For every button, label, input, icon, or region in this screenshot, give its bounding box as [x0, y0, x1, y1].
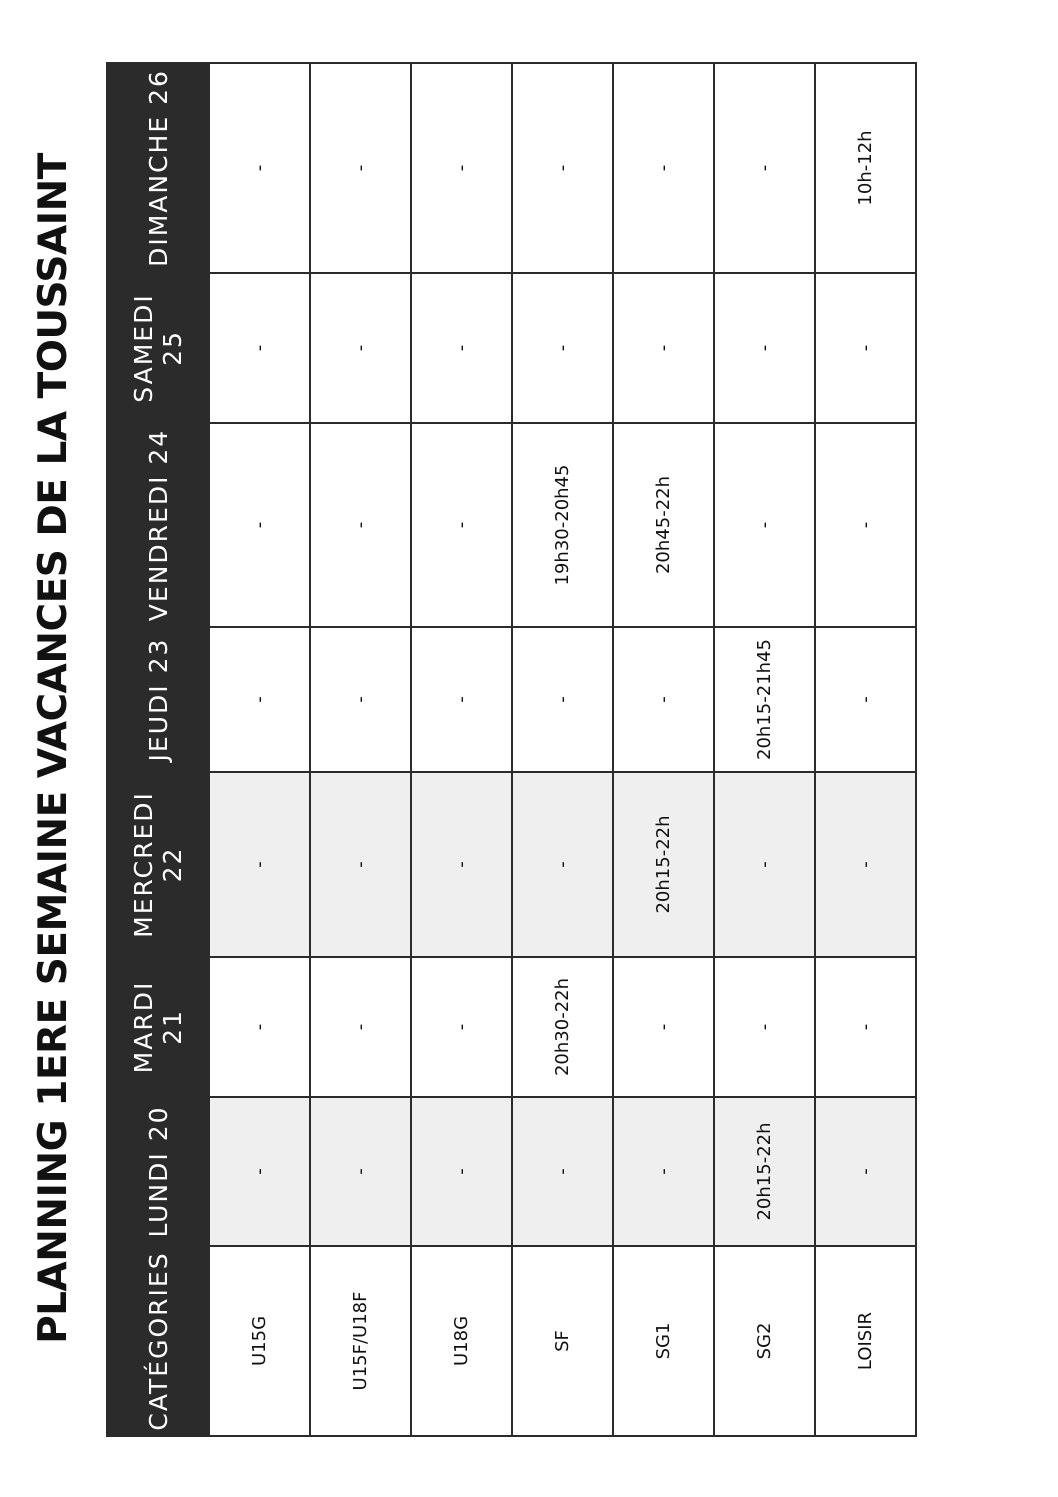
schedule-cell: -: [411, 627, 512, 772]
schedule-cell: -: [209, 273, 310, 423]
schedule-cell: -: [815, 1097, 916, 1246]
schedule-cell: -: [714, 273, 815, 423]
schedule-cell: -: [411, 1097, 512, 1246]
table-row: [613, 63, 714, 1436]
schedule-cell: -: [310, 1097, 411, 1246]
category-cell: U15F/U18F: [310, 1246, 411, 1436]
column-header-day: JEUDI 23: [107, 627, 209, 772]
schedule-cell: -: [411, 273, 512, 423]
schedule-cell: -: [411, 63, 512, 273]
category-cell: U18G: [411, 1246, 512, 1436]
schedule-cell: -: [209, 627, 310, 772]
schedule-cell: -: [310, 627, 411, 772]
schedule-cell: -: [512, 627, 613, 772]
schedule-cell: 20h15-22h: [714, 1097, 815, 1246]
schedule-cell: 20h15-21h45: [714, 627, 815, 772]
schedule-cell: 19h30-20h45: [512, 423, 613, 627]
schedule-cell: -: [310, 957, 411, 1097]
category-cell: SF: [512, 1246, 613, 1436]
schedule-cell: -: [209, 1097, 310, 1246]
schedule-cell: -: [411, 957, 512, 1097]
category-cell: SG1: [613, 1246, 714, 1436]
schedule-cell: -: [411, 423, 512, 627]
schedule-cell: -: [613, 957, 714, 1097]
header-row: [107, 63, 209, 1436]
table-row: [411, 63, 512, 1436]
schedule-cell: -: [714, 957, 815, 1097]
schedule-cell: -: [613, 63, 714, 273]
schedule-cell: -: [512, 63, 613, 273]
schedule-cell: -: [714, 772, 815, 957]
schedule-cell: -: [714, 63, 815, 273]
schedule-cell: -: [209, 423, 310, 627]
schedule-cell: -: [310, 772, 411, 957]
schedule-cell: -: [310, 273, 411, 423]
schedule-cell: -: [512, 1097, 613, 1246]
schedule-table: [106, 62, 917, 1437]
column-header-day: VENDREDI 24: [107, 423, 209, 627]
schedule-cell: 20h45-22h: [613, 423, 714, 627]
schedule-cell: -: [613, 273, 714, 423]
column-header-day: LUNDI 20: [107, 1097, 209, 1246]
page-title: PLANNING 1ERE SEMAINE VACANCES DE LA TOUSSAINT: [31, 153, 76, 1344]
schedule-cell: -: [209, 772, 310, 957]
schedule-cell: -: [310, 423, 411, 627]
table-row: [815, 63, 916, 1436]
schedule-cell: -: [209, 957, 310, 1097]
schedule-cell: 10h-12h: [815, 63, 916, 273]
table-row: [310, 63, 411, 1436]
schedule-cell: 20h15-22h: [613, 772, 714, 957]
column-header-categories: CATÉGORIES: [107, 1246, 209, 1436]
schedule-cell: -: [815, 627, 916, 772]
column-header-day: SAMEDI 25: [107, 273, 209, 423]
column-header-day: MERCREDI 22: [107, 772, 209, 957]
schedule-cell: -: [209, 63, 310, 273]
schedule-cell: -: [815, 772, 916, 957]
schedule-cell: -: [714, 423, 815, 627]
schedule-cell: -: [815, 423, 916, 627]
category-cell: SG2: [714, 1246, 815, 1436]
schedule-cell: -: [815, 273, 916, 423]
schedule-cell: -: [411, 772, 512, 957]
table-row: [714, 63, 815, 1436]
column-header-day: DIMANCHE 26: [107, 63, 209, 273]
table-row: [512, 63, 613, 1436]
table-row: [209, 63, 310, 1436]
schedule-cell: -: [815, 957, 916, 1097]
schedule-cell: 20h30-22h: [512, 957, 613, 1097]
schedule-cell: -: [512, 772, 613, 957]
category-cell: U15G: [209, 1246, 310, 1436]
column-header-day: MARDI 21: [107, 957, 209, 1097]
schedule-cell: -: [310, 63, 411, 273]
category-cell: LOISIR: [815, 1246, 916, 1436]
table-body: [209, 63, 916, 1436]
schedule-cell: -: [613, 1097, 714, 1246]
schedule-cell: -: [512, 273, 613, 423]
schedule-cell: -: [613, 627, 714, 772]
